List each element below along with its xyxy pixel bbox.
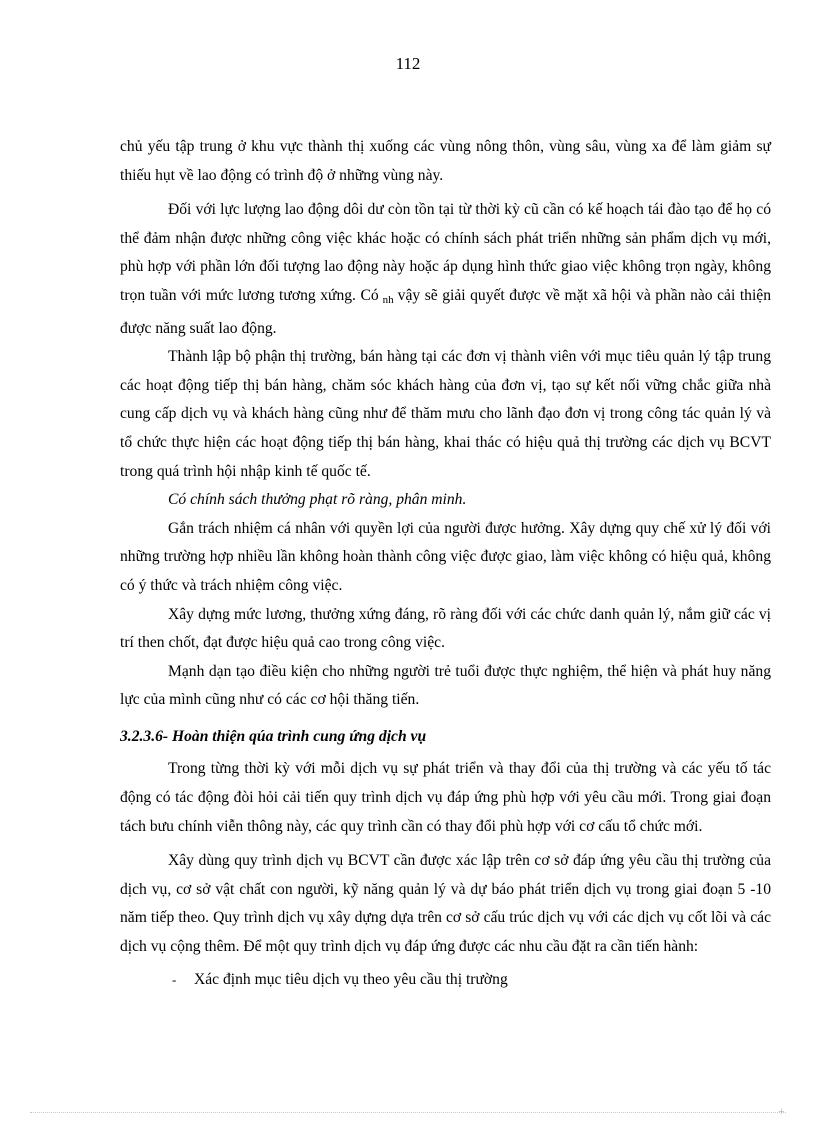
page-number: 112 bbox=[395, 54, 421, 73]
page-bottom-divider bbox=[30, 1112, 786, 1113]
list-item bbox=[120, 966, 771, 995]
document-body bbox=[120, 133, 771, 994]
paragraph-6: Xây dựng mức lương, thưởng xứng đáng, rõ ràng đối với các chức danh quản lý, nắm giữ các vị trí then chốt, đạt được hiệu quả cao trong công việc. bbox=[120, 605, 771, 652]
paragraph-2-text-a: Đối với lực lượng lao động dôi dư còn tồn tại từ thời kỳ cũ cần có kế hoạch tái đào tạo để họ có thể đảm nhận được những công việc khác hoặc có chính sách phát triển những sản phẩm dịch vụ mới, phù hợp với phần lớn đối tượng lao động này hoặc áp dụng hình thức giao việc không trọn ngày, không trọn tuần với mức lương tương xứng. Có bbox=[120, 201, 771, 304]
bullet-marker: - bbox=[172, 971, 177, 987]
paragraph-3: Thành lập bộ phận thị trường, bán hàng tại các đơn vị thành viên với mục tiêu quản lý tập trung các hoạt động tiếp thị bán hàng, chăm sóc khách hàng của đơn vị, tạo sự kết nối vững chắc giữa nhà cung cấp dịch vụ và khách hàng cũng như để thăm mưu cho lãnh đạo đơn vị trong công tác quản lý và tổ chức thực hiện các hoạt động tiếp thị bán hàng, khai thác có hiệu quả thị trường các dịch vụ BCVT trong quá trình hội nhập kinh tế quốc tế. bbox=[120, 348, 771, 480]
paragraph-2 bbox=[120, 196, 771, 343]
paragraph-7: Mạnh dạn tạo điều kiện cho những người trẻ tuổi được thực nghiệm, thể hiện và phát huy năng lực của mình cũng như có các cơ hội thăng tiến. bbox=[120, 662, 771, 709]
paragraph-5: Gắn trách nhiệm cá nhân với quyền lợi của người được hưởng. Xây dựng quy chế xử lý đối với những trường hợp nhiều lần không hoàn thành công việc được giao, làm việc không có hiệu quả, không có ý thức và trách nhiệm công việc. bbox=[120, 519, 771, 594]
paragraph-9: Xây dùng quy trình dịch vụ BCVT cần được xác lập trên cơ sở đáp ứng yêu cầu thị trường của dịch vụ, cơ sở vật chất con người, kỹ năng quản lý và dự báo phát triển dịch vụ trong giai đoạn 5 -10 năm tiếp theo. Quy trình dịch vụ xây dựng dựa trên cơ sở cấu trúc dịch vụ với các dịch vụ cốt lõi và các dịch vụ cộng thêm. Để một quy trình dịch vụ đáp ứng được các nhu cầu đặt ra cần tiến hành: bbox=[120, 852, 771, 956]
list-item-text: Xác định mục tiêu dịch vụ theo yêu cầu thị trường bbox=[194, 970, 508, 988]
paragraph-2-text-b: vậy sẽ giải quyết được về mặt xã hội và phần nào cải thiện được năng suất lao động. bbox=[120, 286, 771, 337]
paragraph-1: chủ yếu tập trung ở khu vực thành thị xuống các vùng nông thôn, vùng sâu, vùng xa để làm giảm sự thiếu hụt về lao động có trình độ ở những vùng này. bbox=[120, 138, 771, 184]
corner-plus-icon: + bbox=[778, 1104, 785, 1118]
paragraph-2-subscript: nh bbox=[382, 293, 394, 306]
section-heading: 3.2.3.6- Hoàn thiện qúa trình cung ứng dịch vụ bbox=[120, 727, 427, 745]
paragraph-4: Có chính sách thưởng phạt rõ ràng, phân minh. bbox=[168, 491, 467, 509]
paragraph-8: Trong từng thời kỳ với mỗi dịch vụ sự phát triển và thay đổi của thị trường và các yếu tố tác động có tác động đòi hỏi cải tiến quy trình dịch vụ đáp ứng phù hợp với yêu cầu mới. Trong giai đoạn tách bưu chính viễn thông này, các quy trình cần có thay đổi phù hợp với cơ cấu tổ chức mới. bbox=[120, 760, 771, 835]
